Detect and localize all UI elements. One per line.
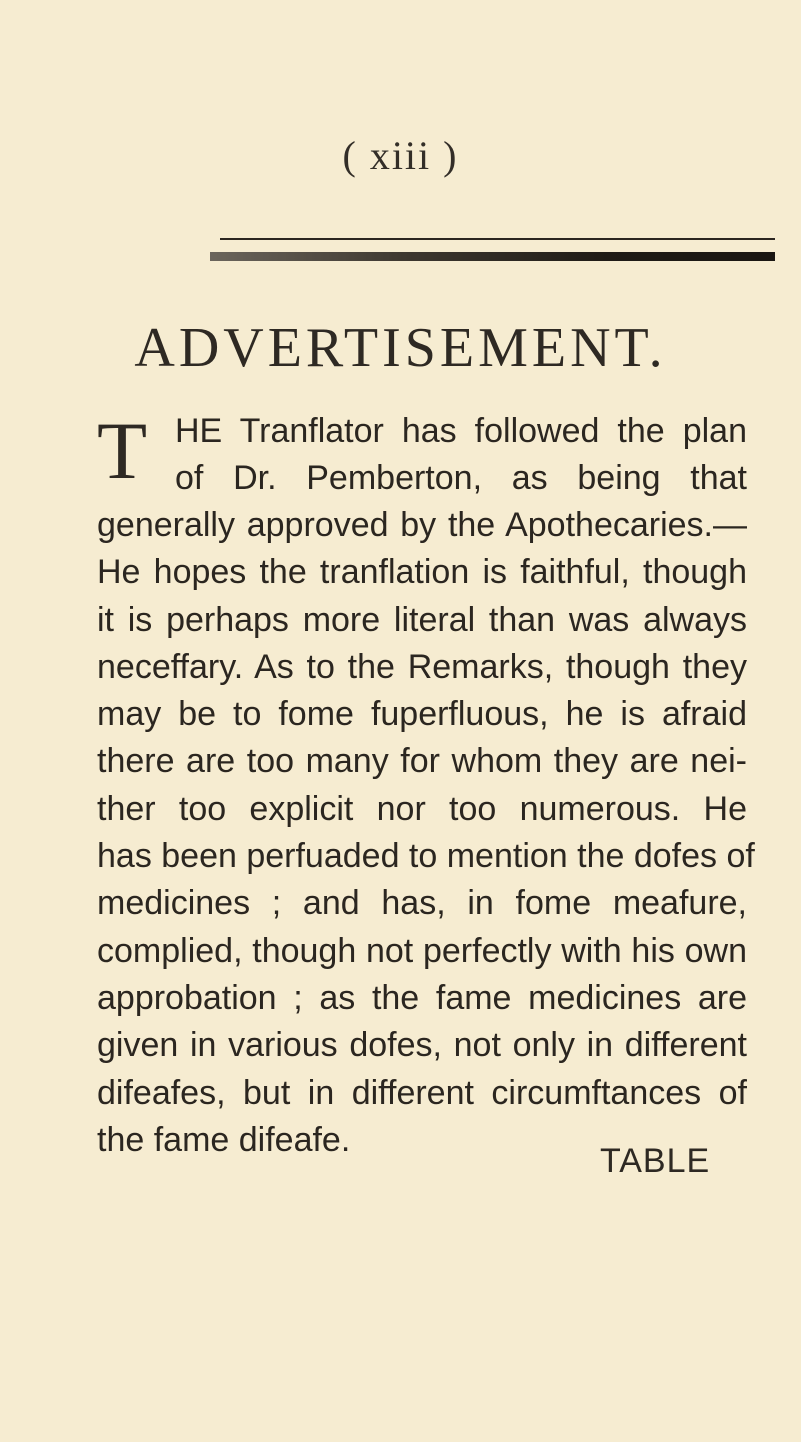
paragraph-line: approbation ; as the fame medicines are xyxy=(97,978,747,1017)
paragraph-line: ther too explicit nor too numerous. He xyxy=(97,789,747,828)
header-rule-thin xyxy=(220,238,775,240)
paragraph-line: neceffary. As to the Remarks, though they xyxy=(97,647,747,686)
paragraph-line: there are too many for whom they are nei- xyxy=(97,742,747,781)
paragraph-line: has been perfuaded to mention the dofes of xyxy=(97,837,755,876)
paragraph-line: generally approved by the Apothecaries.— xyxy=(97,506,747,544)
drop-cap: T xyxy=(97,405,148,496)
paragraph-line: may be to fome fuperfluous, he is afraid xyxy=(97,695,747,734)
paragraph-line: given in various dofes, not only in different xyxy=(97,1026,747,1065)
header-rule-thick xyxy=(210,252,775,261)
paragraph-line-2: of Dr. Pemberton, as being that xyxy=(175,459,747,497)
paragraph-body xyxy=(97,502,755,1164)
catchword: TABLE xyxy=(600,1142,711,1180)
paragraph-line: difeafes, but in different circumftances of xyxy=(97,1073,747,1112)
paragraph-line: He hopes the tranflation is faithful, though xyxy=(97,553,747,592)
paragraph-line-last: the fame difeafe. xyxy=(97,1120,351,1159)
paragraph-line: it is perhaps more literal than was always xyxy=(97,600,747,639)
paragraph-line: complied, though not perfectly with his own xyxy=(97,931,747,970)
paragraph-first-line: HE Tranflator has followed the plan xyxy=(175,412,747,450)
page-number: ( xiii ) xyxy=(342,133,459,178)
page-heading: ADVERTISEMENT. xyxy=(134,317,667,379)
paragraph-line: medicines ; and has, in fome meafure, xyxy=(97,884,747,923)
